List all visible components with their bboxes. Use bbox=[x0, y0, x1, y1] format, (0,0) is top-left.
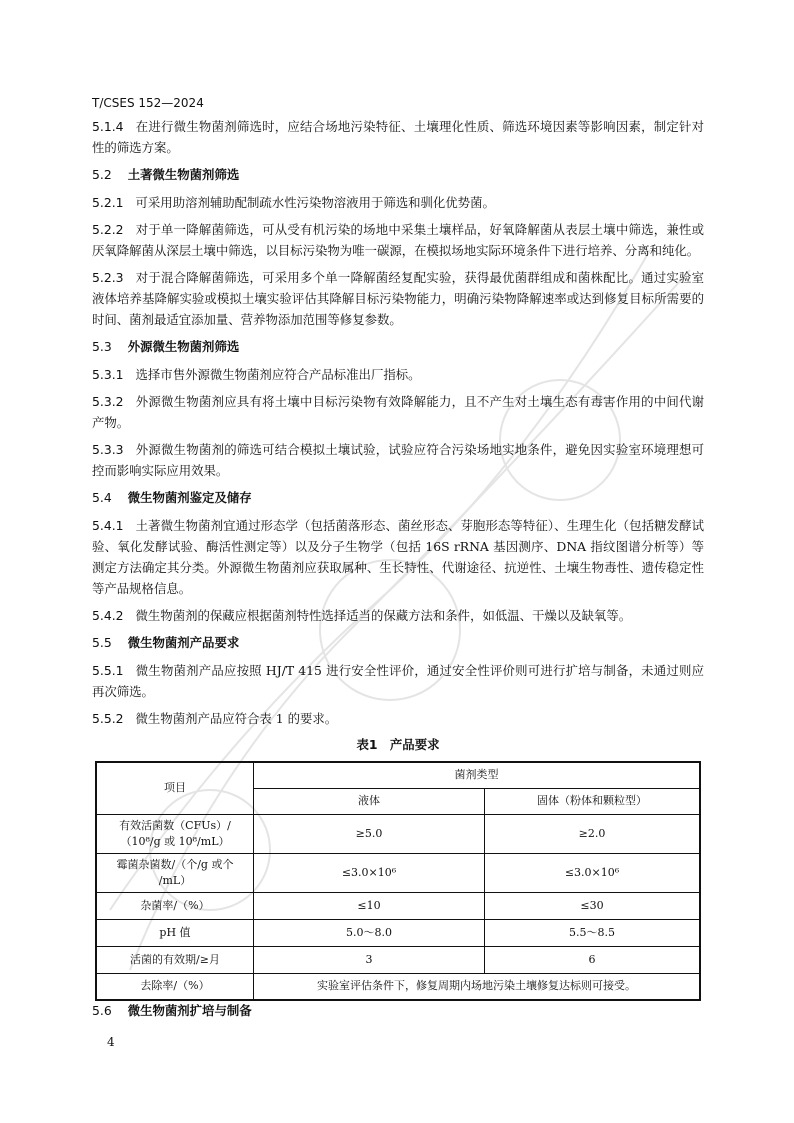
clause-number: 5.1.4 bbox=[92, 119, 124, 134]
row-solid: ≥2.0 bbox=[485, 814, 701, 853]
row-item: 杂菌率/（%） bbox=[96, 892, 254, 919]
clause-text: 在进行微生物菌剂筛选时，应结合场地污染特征、土壤理化性质、筛选环境因素等影响因素，制定针对性的筛选方案。 bbox=[92, 119, 704, 155]
section-title: 微生物菌剂鉴定及储存 bbox=[127, 490, 252, 505]
clause-text: 微生物菌剂的保藏应根据菌剂特性选择适当的保藏方法和条件，如低温、干燥以及缺氧等。 bbox=[135, 608, 632, 623]
section-heading-5-2 bbox=[92, 164, 704, 186]
clause-number: 5.4.2 bbox=[92, 608, 124, 623]
table-row bbox=[96, 892, 700, 919]
row-item-line: （10⁸/g 或 10⁸/mL） bbox=[120, 834, 230, 848]
clause-5-5-1 bbox=[92, 660, 704, 702]
row-solid: ≤30 bbox=[485, 892, 701, 919]
header-type: 菌剂类型 bbox=[254, 762, 701, 788]
row-merged: 实验室评估条件下，修复周期内场地污染土壤修复达标则可接受。 bbox=[254, 973, 701, 1000]
clause-text: 可采用助溶剂辅助配制疏水性污染物溶液用于筛选和驯化优势菌。 bbox=[135, 195, 495, 210]
table-row bbox=[96, 946, 700, 973]
clause-5-2-1 bbox=[92, 192, 704, 213]
clause-number: 5.5.1 bbox=[92, 663, 124, 678]
row-liquid: ≤10 bbox=[254, 892, 485, 919]
row-item-line: /mL） bbox=[158, 873, 192, 887]
clause-number: 5.2.1 bbox=[92, 195, 124, 210]
table-header-row bbox=[96, 762, 700, 788]
clause-text: 外源微生物菌剂的筛选可结合模拟土壤试验，试验应符合污染场地实地条件，避免因实验室环境理想可控而影响实际应用效果。 bbox=[92, 442, 704, 478]
row-liquid: ≥5.0 bbox=[254, 814, 485, 853]
header-item: 项目 bbox=[96, 762, 254, 814]
row-item: 活菌的有效期/≥月 bbox=[96, 946, 254, 973]
table-title: 表1 产品要求 bbox=[356, 737, 440, 752]
clause-text: 微生物菌剂产品应按照 HJ/T 415 进行安全性评价，通过安全性评价则可进行扩培与制备，未通过则应再次筛选。 bbox=[92, 663, 704, 699]
section-number: 5.3 bbox=[92, 339, 112, 354]
clause-5-4-2 bbox=[92, 605, 704, 626]
row-solid: 6 bbox=[485, 946, 701, 973]
row-liquid: 5.0～8.0 bbox=[254, 919, 485, 946]
clause-5-1-4 bbox=[92, 116, 704, 158]
clause-5-3-1 bbox=[92, 364, 704, 385]
clause-5-3-2 bbox=[92, 391, 704, 433]
clause-text: 选择市售外源微生物菌剂应符合产品标准出厂指标。 bbox=[135, 367, 421, 382]
clause-number: 5.4.1 bbox=[92, 518, 124, 533]
section-title: 外源微生物菌剂筛选 bbox=[127, 339, 240, 354]
row-liquid: ≤3.0×10⁶ bbox=[254, 853, 485, 892]
clause-text: 对于混合降解菌筛选，可采用多个单一降解菌经复配实验，获得最优菌群组成和菌株配比。通过实验室液体培养基降解实验或模拟土壤实验评估其降解目标污染物能力，明确污染物降解速率或达到修复目标所需要的时间、菌剂最适宜添加量、营养物添加范围等修复参数。 bbox=[92, 270, 704, 327]
product-requirements-table bbox=[95, 761, 701, 1001]
row-item bbox=[96, 814, 254, 853]
clause-text: 土著微生物菌剂宜通过形态学（包括菌落形态、菌丝形态、芽胞形态等特征）、生理生化（包括糖发酵试验、氧化发酵试验、酶活性测定等）以及分子生物学（包括 16S rRNA 基因测序、DNA 指纹图谱分析等）等测定方法确定其分类。外源微生物菌剂应获取属种、生长特性、代谢途径、抗逆性、土壤生物毒性、遗传稳定性等产品规格信息。 bbox=[92, 518, 704, 596]
row-solid: ≤3.0×10⁶ bbox=[485, 853, 701, 892]
row-item-line: 霉菌杂菌数/（个/g 或个 bbox=[116, 857, 234, 871]
row-item: 去除率/（%） bbox=[96, 973, 254, 1000]
clause-5-4-1 bbox=[92, 515, 704, 599]
clause-number: 5.3.2 bbox=[92, 394, 124, 409]
document-page bbox=[92, 96, 704, 1001]
section-number: 5.2 bbox=[92, 167, 112, 182]
clause-number: 5.3.3 bbox=[92, 442, 124, 457]
clause-5-2-2 bbox=[92, 219, 704, 261]
clause-text: 外源微生物菌剂应具有将土壤中目标污染物有效降解能力，且不产生对土壤生态有毒害作用的中间代谢产物。 bbox=[92, 394, 704, 430]
section-heading-5-5 bbox=[92, 632, 704, 654]
section-title: 微生物菌剂扩培与制备 bbox=[127, 1003, 252, 1018]
clause-text: 对于单一降解菌筛选，可从受有机污染的场地中采集土壤样品，好氧降解菌从表层土壤中筛选，兼性或厌氧降解菌从深层土壤中筛选，以目标污染物为唯一碳源，在模拟场地实际环境条件下进行培养、分离和纯化。 bbox=[92, 222, 704, 258]
table-row bbox=[96, 853, 700, 892]
clause-5-2-3 bbox=[92, 267, 704, 330]
section-heading-5-4 bbox=[92, 487, 704, 509]
header-liquid: 液体 bbox=[254, 788, 485, 814]
table-row bbox=[96, 814, 700, 853]
section-title: 土著微生物菌剂筛选 bbox=[127, 167, 240, 182]
clause-number: 5.2.2 bbox=[92, 222, 124, 237]
section-heading-5-6 bbox=[92, 1001, 252, 1019]
section-heading-5-3 bbox=[92, 336, 704, 358]
section-number: 5.6 bbox=[92, 1003, 112, 1018]
row-liquid: 3 bbox=[254, 946, 485, 973]
section-number: 5.5 bbox=[92, 635, 112, 650]
row-item bbox=[96, 853, 254, 892]
clause-number: 5.5.2 bbox=[92, 711, 124, 726]
standard-code: T/CSES 152—2024 bbox=[92, 96, 204, 110]
clause-5-5-2 bbox=[92, 708, 704, 729]
clause-number: 5.2.3 bbox=[92, 270, 124, 285]
clause-5-3-3 bbox=[92, 439, 704, 481]
section-number: 5.4 bbox=[92, 490, 112, 505]
row-solid: 5.5～8.5 bbox=[485, 919, 701, 946]
page-number: 4 bbox=[107, 1035, 115, 1049]
row-item: pH 值 bbox=[96, 919, 254, 946]
table-row bbox=[96, 973, 700, 1000]
clause-number: 5.3.1 bbox=[92, 367, 124, 382]
header-solid: 固体（粉体和颗粒型） bbox=[485, 788, 701, 814]
clause-text: 微生物菌剂产品应符合表 1 的要求。 bbox=[135, 711, 338, 726]
table-row bbox=[96, 919, 700, 946]
section-title: 微生物菌剂产品要求 bbox=[127, 635, 240, 650]
row-item-line: 有效活菌数（CFUs）/ bbox=[119, 818, 231, 832]
